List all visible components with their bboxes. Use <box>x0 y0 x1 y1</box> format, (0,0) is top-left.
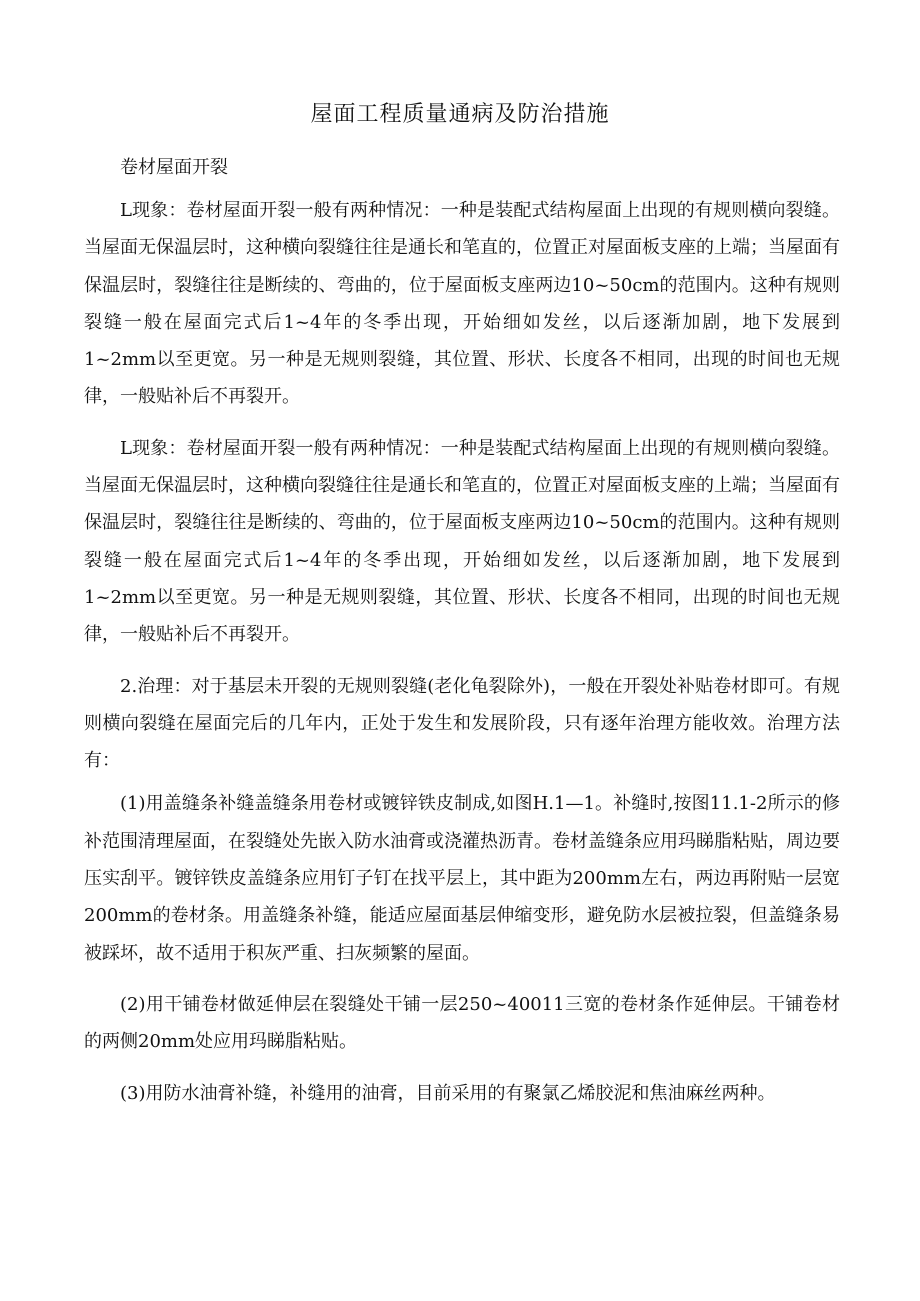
paragraph-phenomenon-1: L现象：卷材屋面开裂一般有两种情况：一种是装配式结构屋面上出现的有规则横向裂缝。当屋面无保温层时，这种横向裂缝往往是通长和笔直的，位置正对屋面板支座的上端；当屋面有保温层时，裂缝往往是断续的、弯曲的，位于屋面板支座两边10~50cm的范围内。这种有规则裂缝一般在屋面完式后1~4年的冬季出现，开始细如发丝，以后逐渐加剧，地下发展到1~2mm以至更宽。另一种是无规则裂缝，其位置、形状、长度各不相同，出现的时间也无规律，一般贴补后不再裂开。 <box>84 200 840 408</box>
document-title: 屋面工程质量通病及防治措施 <box>310 102 610 127</box>
paragraph-method-1: (1)用盖缝条补缝盖缝条用卷材或镀锌铁皮制成,如图H.1—1。补缝时,按图11.1-2所示的修补范围清理屋面，在裂缝处先嵌入防水油膏或浇灌热沥青。卷材盖缝条应用玛睇脂粘贴，周边要压实刮平。镀锌铁皮盖缝条应用钉子钉在找平层上，其中距为200mm左右，两边再附贴一层宽200mm的卷材条。用盖缝条补缝，能适应屋面基层伸缩变形，避免防水层被拉裂，但盖缝条易被踩坏，故不适用于积灰严重、扫灰频繁的屋面。 <box>84 793 840 964</box>
section-heading: 卷材屋面开裂 <box>120 157 228 178</box>
paragraph-method-2: (2)用干铺卷材做延伸层在裂缝处干铺一层250~40011三宽的卷材条作延伸层。干铺卷材的两侧20mm处应用玛睇脂粘贴。 <box>84 993 840 1053</box>
paragraph-method-3: (3)用防水油膏补缝，补缝用的油膏，目前采用的有聚氯乙烯胶泥和焦油麻丝两种。 <box>120 1082 776 1104</box>
paragraph-phenomenon-2: L现象：卷材屋面开裂一般有两种情况：一种是装配式结构屋面上出现的有规则横向裂缝。当屋面无保温层时，这种横向裂缝往往是通长和笔直的，位置正对屋面板支座的上端；当屋面有保温层时，裂缝往往是断续的、弯曲的，位于屋面板支座两边10~50cm的范围内。这种有规则裂缝一般在屋面完式后1~4年的冬季出现，开始细如发丝，以后逐渐加剧，地下发展到1~2mm以至更宽。另一种是无规则裂缝，其位置、形状、长度各不相同，出现的时间也无规律，一般贴补后不再裂开。 <box>84 437 840 646</box>
document-body <box>84 150 840 1126</box>
paragraph-treatment: 2.治理：对于基层未开裂的无规则裂缝(老化龟裂除外)，一般在开裂处补贴卷材即可。有规则横向裂缝在屋面完后的几年内，正处于发生和发展阶段，只有逐年治理方能收效。治理方法有： <box>84 675 840 772</box>
